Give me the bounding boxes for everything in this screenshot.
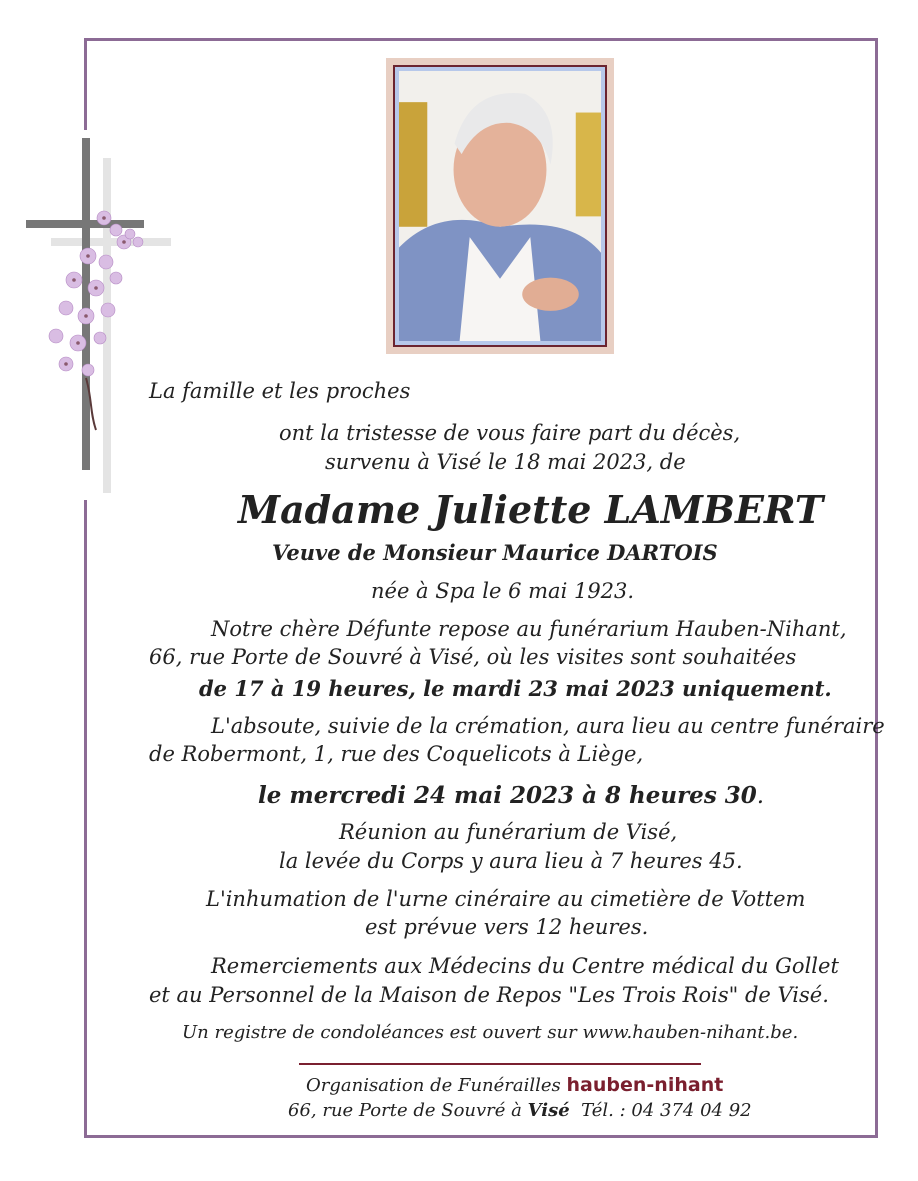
announcement-line-2: survenu à Visé le 18 mai 2023, de (325, 450, 686, 474)
thanks-line-2: et au Personnel de la Maison de Repos "Les Trois Rois" de Visé. (149, 983, 829, 1007)
organizer-line (306, 1076, 723, 1095)
deceased-name: Madame Juliette LAMBERT (238, 487, 824, 532)
footer-divider (299, 1063, 701, 1065)
footer-city: Visé (527, 1100, 570, 1121)
footer-address: 66, rue Porte de Souvré à (288, 1100, 522, 1121)
ceremony-line-2: de Robermont, 1, rue des Coquelicots à Liège, (149, 742, 644, 766)
meeting-line-2: la levée du Corps y aura lieu à 7 heures 45. (279, 849, 743, 873)
announcement-line-1: ont la tristesse de vous faire part du décès, (279, 421, 741, 445)
thanks-line-1: Remerciements aux Médecins du Centre médical du Gollet (211, 954, 839, 978)
meeting-line-1: Réunion au funérarium de Visé, (339, 820, 678, 844)
cross-with-flowers-icon (26, 138, 176, 498)
visiting-hours: de 17 à 19 heures, le mardi 23 mai 2023 uniquement. (199, 676, 832, 701)
birth-line: née à Spa le 6 mai 1923. (371, 579, 635, 603)
portrait-frame (386, 58, 614, 354)
ceremony-line-1: L'absoute, suivie de la crémation, aura lieu au centre funéraire (211, 714, 885, 738)
footer-phone: Tél. : 04 374 04 92 (581, 1100, 752, 1121)
burial-line-1: L'inhumation de l'urne cinéraire au cimetière de Vottem (206, 887, 806, 911)
ceremony-date-end: . (756, 783, 765, 809)
widow-line: Veuve de Monsieur Maurice DARTOIS (272, 540, 718, 565)
portrait-photo (399, 71, 601, 341)
burial-line-2: est prévue vers 12 heures. (365, 915, 649, 939)
opening-line: La famille et les proches (149, 379, 411, 403)
organizer-label: Organisation de Funérailles (306, 1075, 561, 1096)
funeral-home-logo: hauben-nihant (566, 1074, 724, 1096)
rest-line-2: 66, rue Porte de Souvré à Visé, où les visites sont souhaitées (149, 645, 797, 669)
ceremony-date: le mercredi 24 mai 2023 à 8 heures 30 (258, 782, 757, 809)
condolence-register: Un registre de condoléances est ouvert sur www.hauben-nihant.be. (182, 1022, 799, 1043)
rest-line-1: Notre chère Défunte repose au funérarium Hauben-Nihant, (211, 617, 847, 641)
footer-address-line (288, 1102, 752, 1120)
ceremony-date-line (258, 784, 764, 808)
